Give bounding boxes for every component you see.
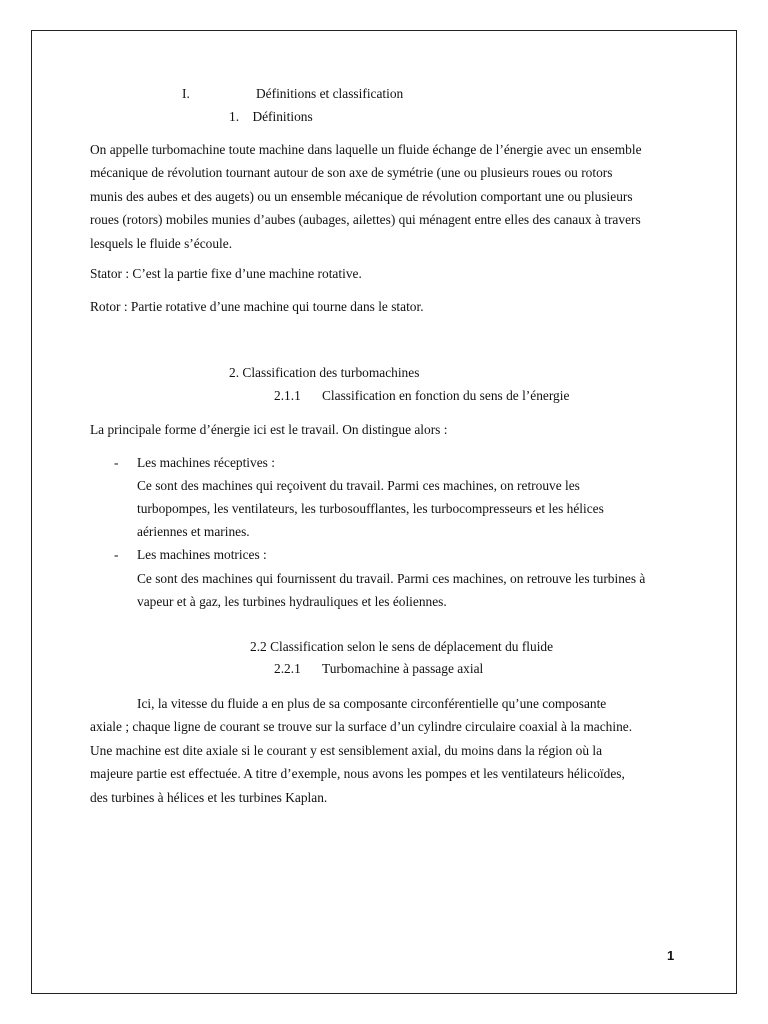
text-line: vapeur et à gaz, les turbines hydrauliques et les éoliennes. (137, 594, 447, 610)
definition-paragraph (90, 138, 690, 255)
text-line: lesquels le fluide s’écoule. (90, 235, 233, 251)
text-line: Ici, la vitesse du fluide a en plus de sa composante circonférentielle qu’une composante (137, 696, 607, 711)
subsection-22-heading: 2.2 Classification selon le sens de déplacement du fluide (250, 639, 554, 654)
page-number: 1 (667, 948, 675, 963)
text-line: Ce sont des machines qui reçoivent du travail. Parmi ces machines, on retrouve les (137, 478, 580, 493)
list-item-description (137, 474, 604, 544)
stator-definition: Stator : C’est la partie fixe d’une machine rotative. (90, 266, 362, 281)
rotor-definition: Rotor : Partie rotative d’une machine qui tourne dans le stator. (90, 299, 424, 314)
text-line: turbopompes, les ventilateurs, les turbosoufflantes, les turbocompresseurs et les hélices (137, 501, 604, 517)
text-line: Une machine est dite axiale si le courant y est sensiblement axial, du moins dans la région où la (90, 742, 603, 758)
text-line: axiale ; chaque ligne de courant se trouve sur la surface d’un cylindre circulaire coaxial à la machine. (90, 719, 633, 735)
section-title: Définitions et classification (256, 86, 404, 101)
subsection-title: Définitions (252, 109, 313, 124)
text-line: des turbines à hélices et les turbines Kaplan. (90, 789, 328, 805)
text-line: munis des aubes et des augets) ou un ensemble mécanique de révolution comportant une ou plusieurs (90, 188, 633, 204)
intro-text: La principale forme d’énergie ici est le travail. On distingue alors : (90, 422, 448, 437)
subsection-221-number: 2.2.1 (274, 661, 301, 676)
subsection-221-title: Turbomachine à passage axial (322, 661, 484, 676)
text-line: mécanique de révolution tournant autour de son axe de symétrie (une ou plusieurs roues ou rotors (90, 165, 613, 181)
subsection-211-title: Classification en fonction du sens de l’énergie (322, 388, 570, 403)
subsection-211-number: 2.1.1 (274, 388, 301, 403)
list-bullet: - (114, 547, 119, 562)
text-line: majeure partie est effectuée. A titre d’exemple, nous avons les pompes et les ventilateurs hélicoïdes, (90, 766, 625, 782)
text-line: On appelle turbomachine toute machine dans laquelle un fluide échange de l’énergie avec un ensemble (90, 142, 642, 157)
section-number: I. (182, 86, 190, 101)
subsection-number: 1. (229, 109, 240, 124)
list-bullet: - (114, 455, 119, 470)
section2-heading: 2. Classification des turbomachines (229, 365, 420, 380)
axial-paragraph (90, 692, 690, 809)
text-line: Ce sont des machines qui fournissent du travail. Parmi ces machines, on retrouve les turbines à (137, 571, 646, 586)
text-line: roues (rotors) mobiles munies d’aubes (aubages, ailettes) qui ménagent entre elles des canaux à travers (90, 212, 641, 228)
list-item-description (137, 567, 645, 613)
list-item-title: Les machines motrices : (137, 547, 267, 562)
text-line: aériennes et marines. (137, 524, 250, 540)
subsection-heading (229, 109, 313, 125)
list-item-title: Les machines réceptives : (137, 455, 275, 470)
